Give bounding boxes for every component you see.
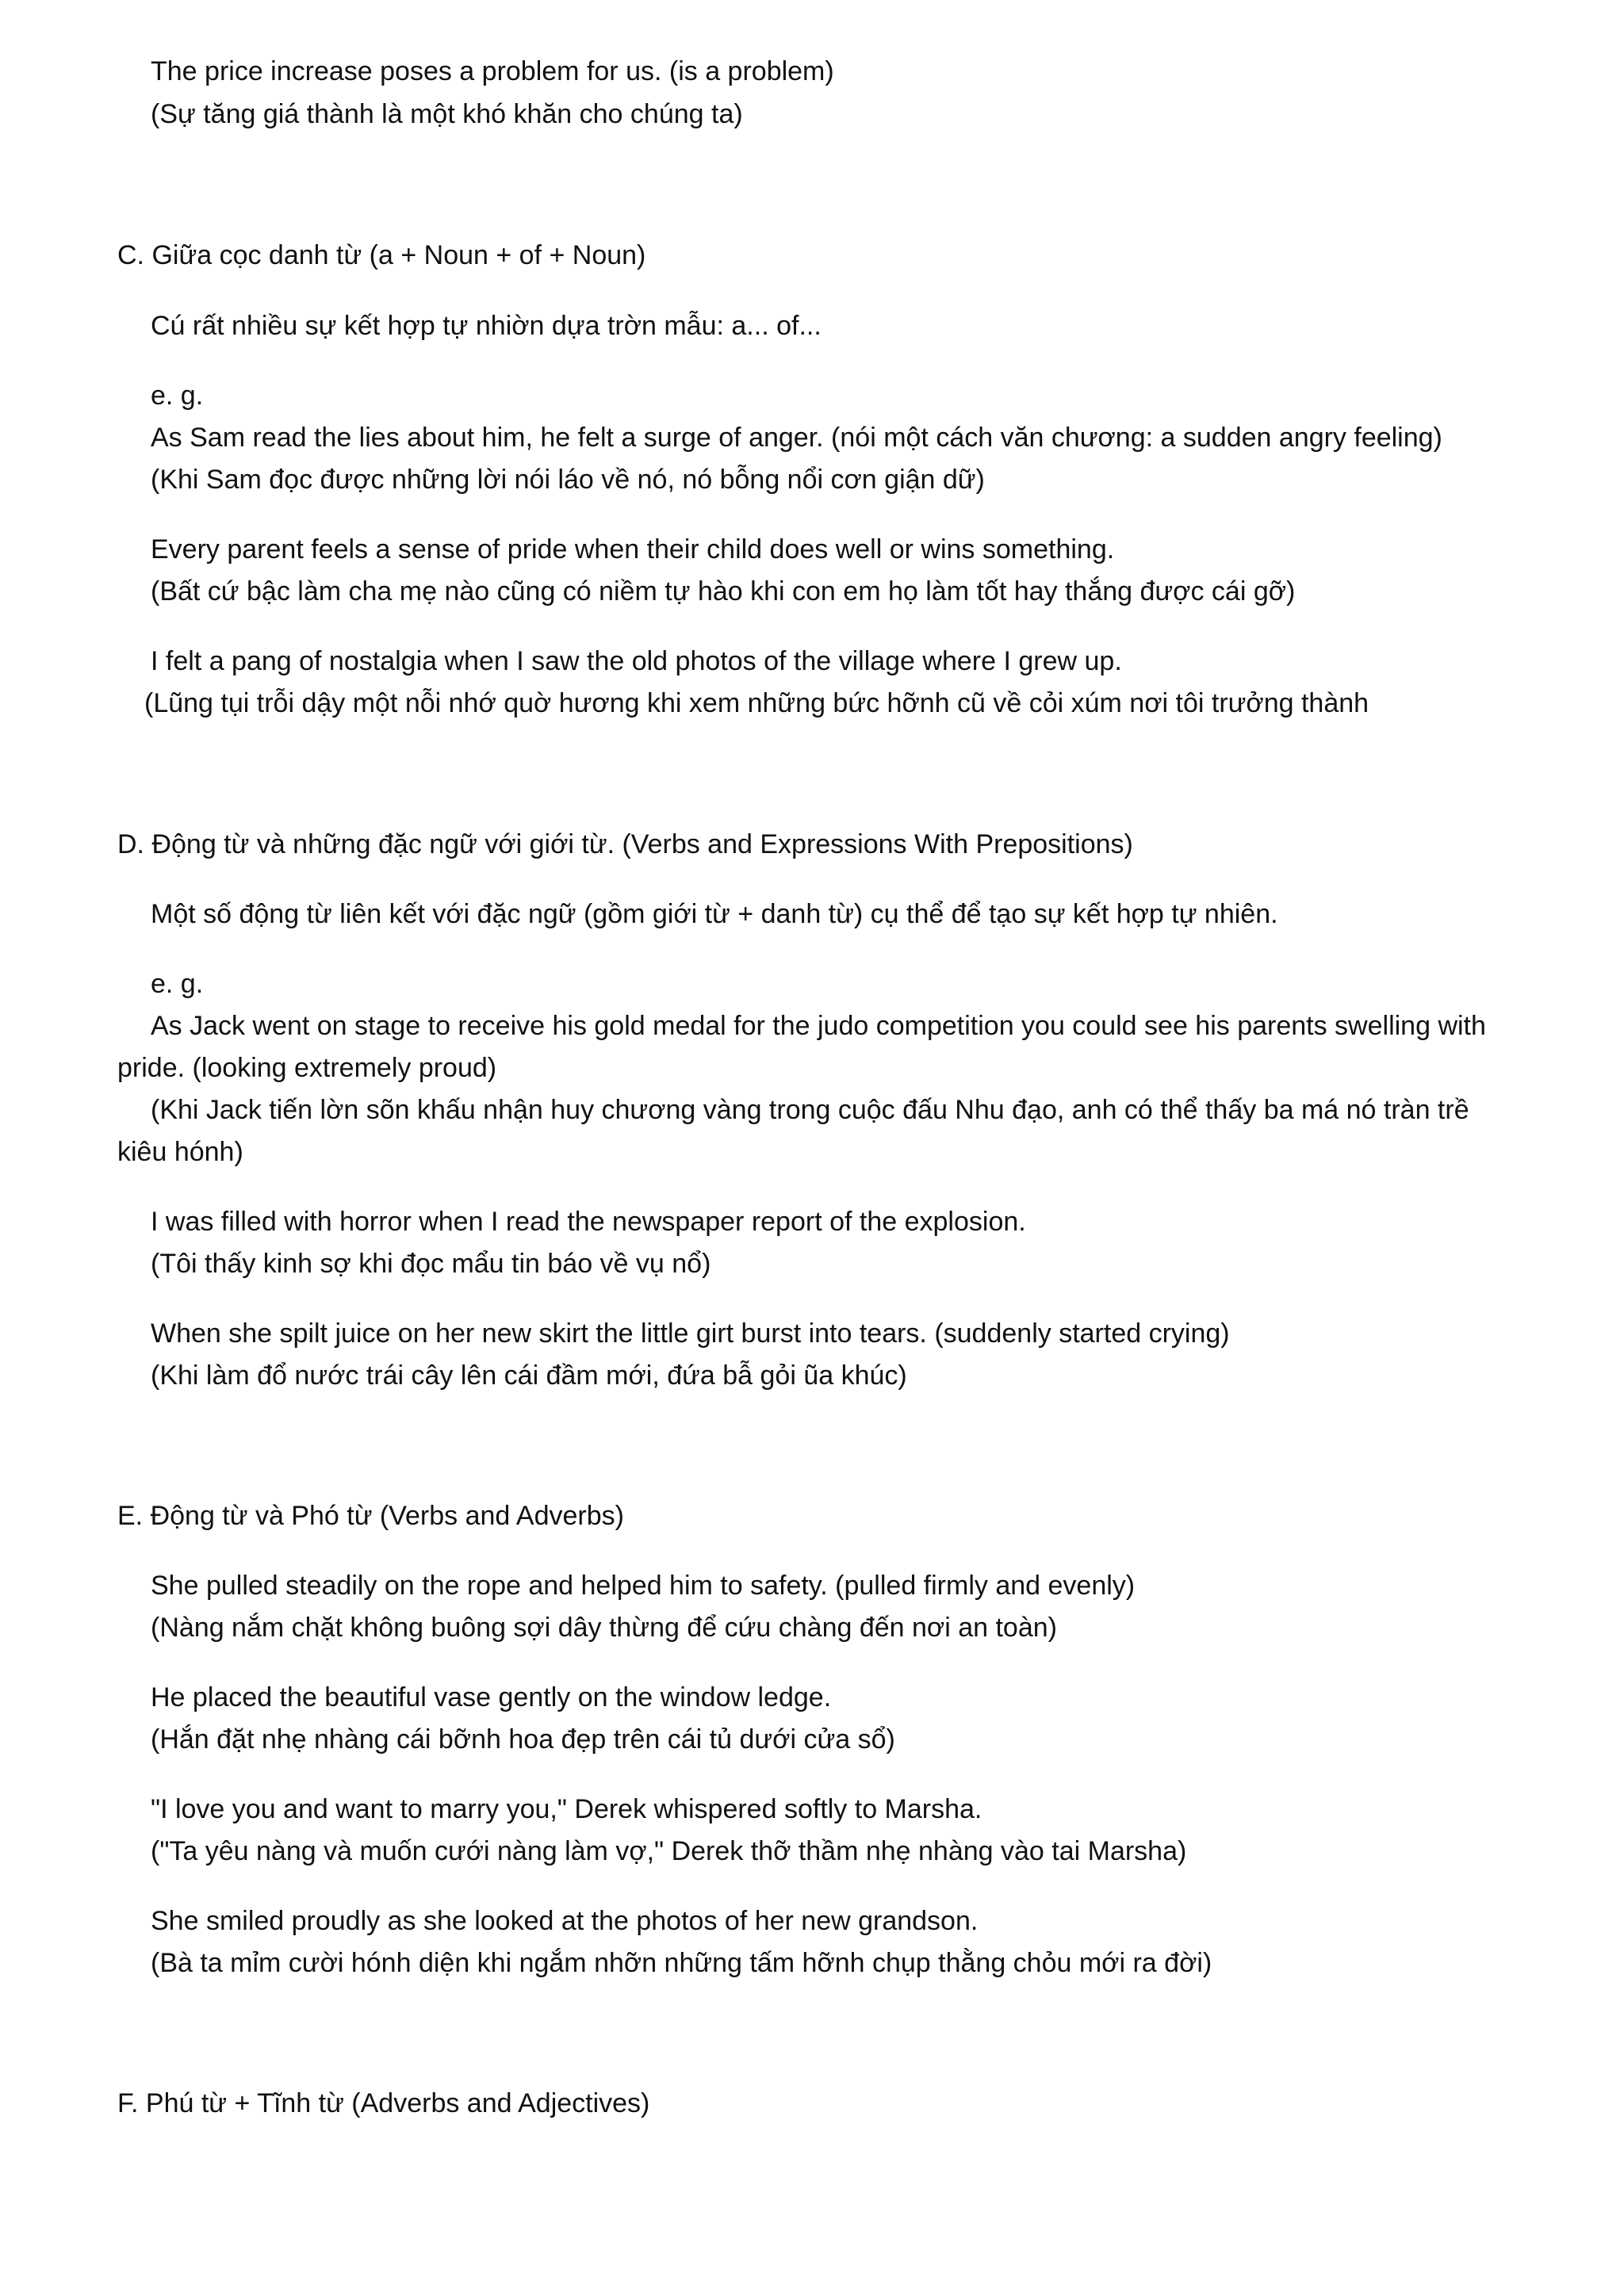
example-sentence-en: She pulled steadily on the rope and helped him to safety. (pulled firmly and evenly): [151, 1571, 1136, 1601]
example-sentence-en: As Sam read the lies about him, he felt a surge of anger. (nói một cách văn chương: a sudden angry feeling): [151, 423, 1442, 453]
example-sentence-en: She smiled proudly as she looked at the photos of her new grandson.: [151, 1906, 979, 1936]
example-translation-vi-continued: kiêu hónh): [117, 1137, 243, 1167]
example-sentence-en: He placed the beautiful vase gently on the window ledge.: [151, 1682, 832, 1712]
example-translation-vi: (Khi Sam đọc được những lời nói láo về nó, nó bỗng nổi cơn giận dữ): [151, 465, 985, 495]
example-translation-vi: (Sự tăng giá thành là một khó khăn cho chúng ta): [151, 99, 743, 129]
example-sentence-en: I felt a pang of nostalgia when I saw the old photos of the village where I grew up.: [151, 646, 1122, 676]
example-translation-vi: (Lũng tụi trỗi dậy một nỗi nhớ quờ hương khi xem những bức hỡnh cũ về cỏi xúm nơi tôi trưởng thành: [144, 688, 1369, 718]
section-d-intro: Một số động từ liên kết với đặc ngữ (gồm giới từ + danh từ) cụ thể để tạo sự kết hợp tự nhiên.: [151, 899, 1278, 929]
example-sentence-en: I was filled with horror when I read the newspaper report of the explosion.: [151, 1207, 1026, 1237]
example-sentence-en: Every parent feels a sense of pride when their child does well or wins something.: [151, 534, 1115, 564]
section-c-heading: C. Giữa cọc danh từ (a + Noun + of + Noun): [117, 240, 646, 270]
example-translation-vi: ("Ta yêu nàng và muốn cưới nàng làm vợ," Derek thỡ thầm nhẹ nhàng vào tai Marsha): [151, 1836, 1187, 1866]
section-c-intro: Cú rất nhiều sự kết hợp tự nhiờn dựa trờn mẫu: a... of...: [151, 311, 822, 341]
example-sentence-en: "I love you and want to marry you," Derek whispered softly to Marsha.: [151, 1794, 982, 1824]
example-sentence-en: When she spilt juice on her new skirt the little girt burst into tears. (suddenly started crying): [151, 1318, 1230, 1349]
example-sentence-en: As Jack went on stage to receive his gold medal for the judo competition you could see his parents swelling with: [151, 1011, 1486, 1041]
eg-label: e. g.: [151, 969, 204, 999]
example-translation-vi: (Khi Jack tiến lờn sõn khấu nhận huy chương vàng trong cuộc đấu Nhu đạo, anh có thể thấy ba má nó tràn trề: [151, 1095, 1469, 1125]
example-sentence-en-continued: pride. (looking extremely proud): [117, 1053, 497, 1083]
example-translation-vi: (Bà ta mỉm cười hónh diện khi ngắm nhỡn những tấm hỡnh chụp thằng chỏu mới ra đời): [151, 1948, 1212, 1978]
eg-label: e. g.: [151, 381, 204, 411]
section-d-heading: D. Động từ và những đặc ngữ với giới từ. (Verbs and Expressions With Prepositions): [117, 829, 1133, 859]
example-translation-vi: (Hắn đặt nhẹ nhàng cái bỡnh hoa đẹp trên cái tủ dưới cửa sổ): [151, 1724, 895, 1755]
example-sentence-en: The price increase poses a problem for us. (is a problem): [151, 56, 834, 86]
example-translation-vi: (Khi làm đổ nước trái cây lên cái đầm mới, đứa bẫ gỏi ũa khúc): [151, 1360, 907, 1391]
section-e-heading: E. Động từ và Phó từ (Verbs and Adverbs): [117, 1501, 624, 1531]
example-translation-vi: (Nàng nắm chặt không buông sợi dây thừng để cứu chàng đến nơi an toàn): [151, 1613, 1057, 1643]
section-f-heading: F. Phú từ + Tĩnh từ (Adverbs and Adjectives): [117, 2088, 650, 2118]
example-translation-vi: (Tôi thấy kinh sợ khi đọc mẩu tin báo về vụ nổ): [151, 1249, 711, 1279]
example-translation-vi: (Bất cứ bậc làm cha mẹ nào cũng có niềm tự hào khi con em họ làm tốt hay thắng được cái gỡ): [151, 576, 1296, 607]
